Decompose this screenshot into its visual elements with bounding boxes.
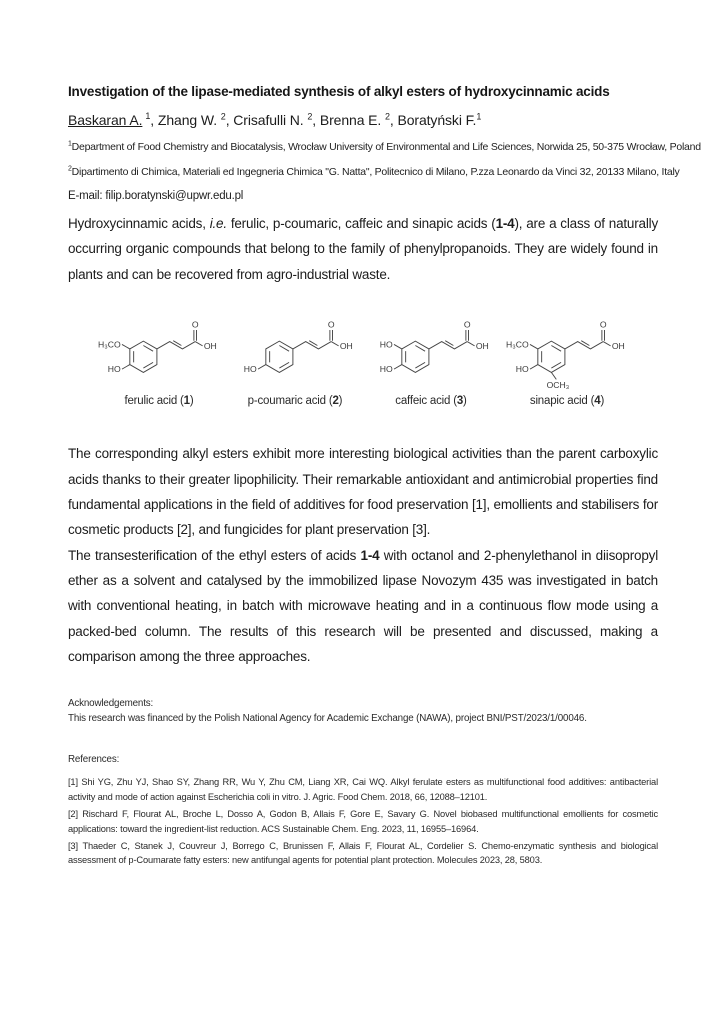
paragraph-esters: The corresponding alkyl esters exhibit more interesting biological activities than the parent carboxylic acids thanks to their greater lipophilicity. Their remarkable antioxidant and antimicrobial properties find fundamental applications in the field of additives for food preservation [1], emollients and stabilisers for cosmetic products [2], and fungicides for plant preservation [3]. [68, 446, 658, 538]
carbonyl-oxygen-label: O [463, 319, 471, 330]
structure-sinapic-drawing [502, 309, 632, 393]
structure-name-close: ) [600, 395, 605, 408]
acknowledgements-heading: Acknowledgements: [68, 697, 154, 709]
structure-label [94, 395, 224, 407]
trans-run-bold: 1-4 [360, 547, 380, 563]
structure-name: sinapic acid ( [529, 395, 595, 408]
author-affiliation-sup: 1 [476, 111, 482, 122]
acid-oh-label: OH [611, 341, 625, 352]
methoxy-label: H₃CO [506, 339, 529, 350]
author-name: , Boratyński F. [389, 112, 477, 128]
hydroxy-label: HO [515, 364, 529, 375]
structure-number: 1 [183, 395, 190, 408]
intro-run-italic: i.e. [209, 216, 227, 231]
affiliation-text: Department of Food Chemistry and Biocatalysis, Wrocław University of Environmental and Life Sciences, Norwida 25, 50-375 Wrocław, Poland [71, 141, 701, 153]
figure-structures [68, 309, 658, 407]
structure-sinapic-acid [502, 309, 632, 407]
hydroxy-label: HO [379, 364, 393, 375]
paragraph-intro [68, 211, 658, 287]
structure-name-close: ) [189, 395, 194, 408]
references-heading: References: [68, 753, 120, 765]
methoxy-label: H₃CO [98, 339, 121, 350]
author-name: , Brenna E. [312, 112, 385, 128]
author-name: , Zhang W. [150, 112, 221, 128]
structure-name-close: ) [338, 395, 343, 408]
affiliation-text: Dipartimento di Chimica, Materiali ed Ingegneria Chimica "G. Natta", Politecnico di Milano, P.zza Leonardo da Vinci 32, 20133 Milano, Italy [71, 166, 680, 178]
structure-name: caffeic acid ( [395, 395, 457, 408]
affiliation-sup: 1 [68, 140, 72, 148]
reference-3: [3] Thaeder C, Stanek J, Couvreur J, Borrego C, Brunissen F, Allais F, Flourat AL, Cordelier S. Chemo-enzymatic synthesis and biological assessment of p-Coumarate fatty esters: new antifungal agents for potential plant protection. Molecules 2023, 28, 5803. [68, 840, 658, 866]
trans-run: with octanol and 2-phenylethanol in diisopropyl ether as a solvent and catalysed by the immobilized lipase Novozym 435 was investigated in batch with conventional heating, in batch with microwave heating and in a continuous flow mode using a packed-bed column. The results of this research will be presented and discussed, making a comparison among the three approaches. [68, 547, 658, 665]
acid-oh-label: OH [475, 341, 489, 352]
structure-name: p-coumaric acid ( [247, 395, 333, 408]
trans-run: The transesterification of the ethyl esters of acids [68, 547, 361, 563]
structure-label [230, 395, 360, 407]
reference-1: [1] Shi YG, Zhu YJ, Shao SY, Zhang RR, Wu Y, Zhu CM, Liang XR, Cai WQ. Alkyl ferulate esters as multifunctional food additives: antibacterial activity and mode of action against Escherichia coli in vitro. J. Agric. Food Chem. 2018, 66, 12088–12101. [68, 777, 658, 802]
structure-caffeic-drawing [366, 309, 496, 393]
structure-ferulic-acid [94, 309, 224, 407]
methoxy-bottom-label: OCH₃ [546, 380, 570, 391]
structure-name-close: ) [463, 395, 467, 408]
author-line [68, 112, 658, 128]
structure-label [366, 395, 496, 407]
author-lead: Baskaran A. [68, 112, 143, 128]
structure-p-coumaric-drawing [230, 309, 360, 393]
structure-number: 3 [456, 395, 464, 408]
paragraph-transesterification [68, 543, 658, 670]
acknowledgements-section [68, 696, 658, 726]
acid-oh-label: OH [339, 341, 353, 352]
intro-run: ), are a class of naturally occurring organic compounds that belong to the family of phenylpropanoids. They are widely found in plants and can be recovered from agro-industrial waste. [68, 216, 658, 282]
intro-run: Hydroxycinnamic acids, [68, 216, 210, 231]
structure-p-coumaric-acid [230, 309, 360, 407]
abstract-title: Investigation of the lipase-mediated synthesis of alkyl esters of hydroxycinnamic acids [68, 84, 610, 99]
hydroxy-label: HO [243, 364, 257, 375]
author-affiliation-sup: 2 [307, 111, 313, 122]
acknowledgements-text: This research was financed by the Polish National Agency for Academic Exchange (NAWA), project BNI/PST/2023/1/00046. [68, 712, 587, 724]
author-affiliation-sup: 2 [220, 111, 226, 122]
affiliation-1 [68, 140, 701, 153]
affiliation-sup: 2 [68, 165, 72, 173]
hydroxy-label: HO [107, 364, 121, 375]
intro-run: ferulic, p-coumaric, caffeic and sinapic acids ( [226, 216, 496, 231]
acid-oh-label: OH [203, 341, 217, 352]
intro-run-bold: 1-4 [495, 216, 515, 231]
email-line: E-mail: filip.boratynski@upwr.edu.pl [68, 190, 244, 202]
structure-caffeic-acid [366, 309, 496, 407]
structure-number: 2 [332, 395, 339, 408]
structure-ferulic-drawing [94, 309, 224, 393]
affiliation-2 [68, 165, 680, 178]
carbonyl-oxygen-label: O [191, 319, 199, 330]
structure-label [502, 395, 632, 407]
structure-name: ferulic acid ( [124, 395, 184, 408]
references-section [68, 752, 658, 868]
carbonyl-oxygen-label: O [327, 319, 335, 330]
carbonyl-oxygen-label: O [599, 319, 607, 330]
author-affiliation-sup: 1 [145, 111, 151, 122]
reference-2: [2] Rischard F, Flourat AL, Broche L, Dosso A, Godon B, Allais F, Gore E, Savary G. Novel biobased multifunctional emollients for cosmetic applications: toward the ingredient-list reduction. ACS Sustainable Chem. Eng. 2023, 11, 16955–16964. [68, 808, 658, 834]
author-affiliation-sup: 2 [384, 111, 390, 122]
structure-number: 4 [594, 395, 601, 408]
author-name: , Crisafulli N. [225, 112, 308, 128]
hydroxy-label: HO [379, 339, 393, 350]
